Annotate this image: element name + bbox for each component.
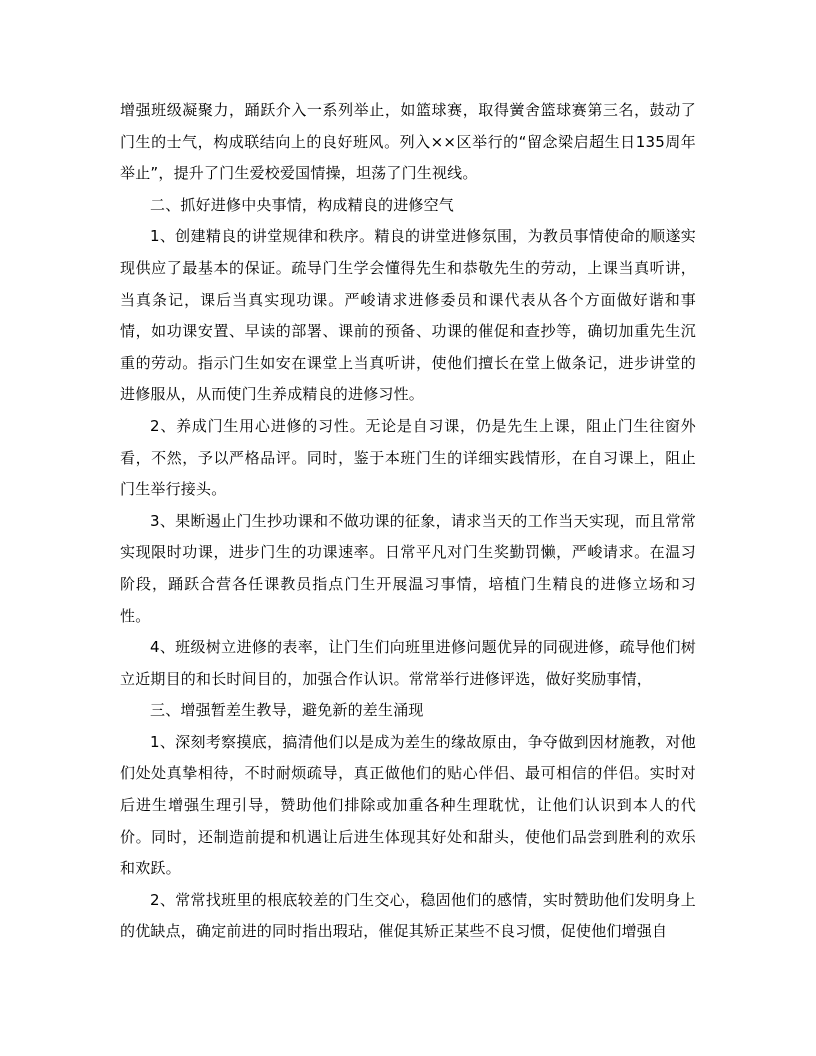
paragraph-heart-to-heart: 2、常常找班里的根底较差的门生交心，稳固他们的感情，实时赞助他们发明身上的优缺点，确定前进的同时指出瑕玷，催促其矫正某些不良习惯，促使他们增强自 — [120, 890, 696, 941]
paragraph-role-models: 4、班级树立进修的表率，让门生们向班里进修问题优异的同砚进修，疏导他们树立近期目的和长时间目的，加强合作认识。常常举行进修评选，做好奖励事情， — [120, 638, 696, 688]
paragraph-homework: 3、果断遏止门生抄功课和不做功课的征象，请求当天的工作当天实现，而且常常实现限时功课，进步门生的功课速率。日常平凡对门生奖勤罚懒，严峻请求。在温习阶段，踊跃合营各任课教员指点门生开展温习事情，培植门生精良的进修立场和习性。 — [120, 511, 696, 625]
paragraph-class-cohesion: 增强班级凝聚力，踊跃介入一系列举止，如篮球赛，取得黉舍篮球赛第三名，鼓动了门生的士气，构成联结向上的良好班风。列入××区举行的“留念梁启超生日135周年举止”，提升了门生爱校爱国情操，坦荡了门生视线。 — [120, 101, 696, 183]
paragraph-classroom-discipline: 1、创建精良的讲堂规律和秩序。精良的讲堂进修氛围，为教员事情使命的顺遂实现供应了最基本的保证。疏导门生学会懂得先生和恭敬先生的劳动，上课当真听讲，当真条记，课后当真实现功课。严峻请求进修委员和课代表从各个方面做好谐和事情，如功课安置、早读的部署、课前的预备、功课的催促和查抄等，确切加重先生沉重的劳动。指示门生如安在课堂上当真听讲，使他们擅长在堂上做条记，进步讲堂的进修服从，从而使门生养成精良的进修习性。 — [120, 227, 696, 404]
heading-study-atmosphere: 二、抓好进修中央事情，构成精良的进修空气 — [150, 195, 455, 214]
paragraph-study-habits: 2、养成门生用心进修的习性。无论是自习课，仍是先生上课，阻止门生往窗外看，不然，予以严格品评。同时，鉴于本班门生的详细实践情形，在自习课上，阻止门生举行接头。 — [120, 416, 696, 499]
paragraph-investigation: 1、深刻考察摸底，搞清他们以是成为差生的缘故原由，争夺做到因材施教，对他们处处真挚相待，不时耐烦疏导，真正做他们的贴心伴侣、最可相信的伴侣。实时对后进生增强生理引导，赞助他们排除或加重各种生理耽忧，让他们认识到本人的代价。同时，还制造前提和机遇让后进生体现其好处和甜头，使他们品尝到胜利的欢乐和欢跃。 — [120, 732, 696, 878]
heading-struggling-students: 三、增强暂差生教导，避免新的差生涌现 — [150, 701, 424, 720]
document-body — [120, 95, 696, 948]
